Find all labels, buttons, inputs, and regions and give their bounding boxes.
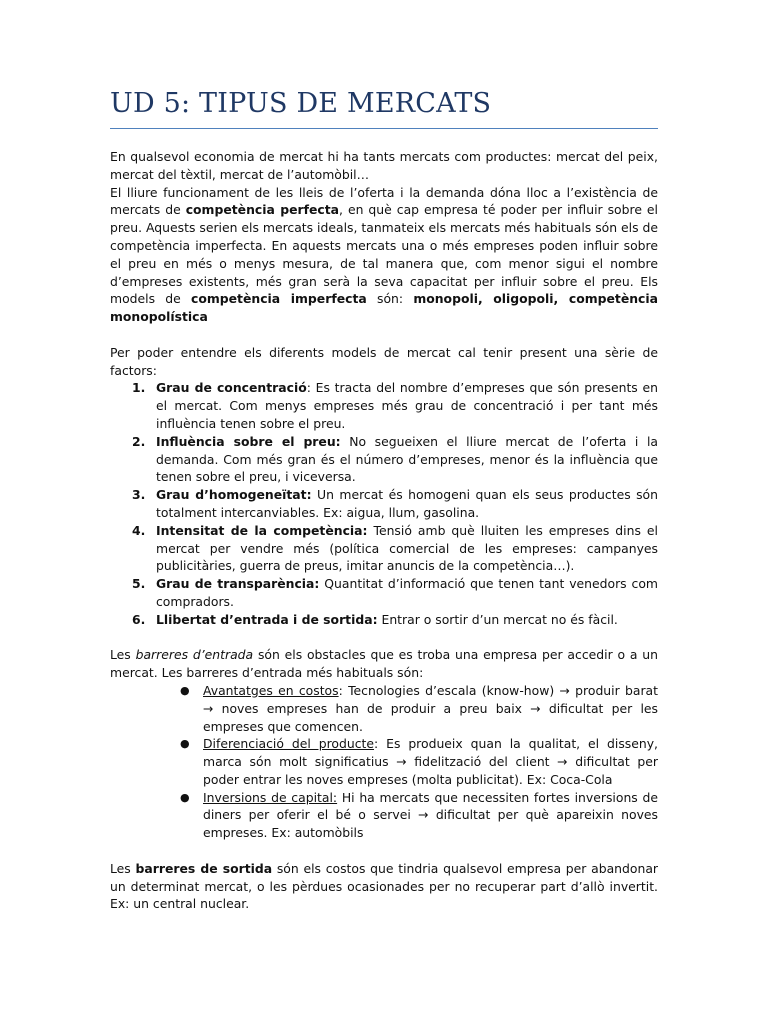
entry-barrier-term: Avantatges en costos xyxy=(203,682,339,698)
page-title: UD 5: TIPUS DE MERCATS xyxy=(110,88,492,119)
factor-number: 6. xyxy=(132,611,146,627)
factor-text: Tensió amb què lluiten les empreses dins el mercat per vendre més (política comercial de les empreses: campanyes publicitàries, guerra de preus, imitar anuncis de la competència…). xyxy=(156,522,658,574)
factor-text: Quantitat d’informació que tenen tant venedors com compradors. xyxy=(156,576,658,609)
factors-lead: Per poder entendre els diferents models de mercat cal tenir present una sèrie de factors: xyxy=(110,344,658,378)
factor-item xyxy=(110,611,658,629)
entry-barrier-term: Diferenciació del producte xyxy=(203,736,375,752)
term-market-models: monopoli, oligopoli, competència monopolística xyxy=(110,291,659,325)
factor-term: Grau de concentració xyxy=(156,380,307,396)
entry-barrier-item xyxy=(110,789,658,842)
exit-text: Les xyxy=(110,860,136,876)
factor-text: Entrar o sortir d’un mercat no és fàcil. xyxy=(377,611,618,627)
entry-barrier-text: : Es produeix quan la qualitat, el disseny, marca són molt significatius → fidelització del client → dificultat per poder entrar les noves empreses (molta publicitat). Ex: Coca-Cola xyxy=(203,736,658,787)
factor-number: 4. xyxy=(132,522,146,538)
entry-text: Les xyxy=(110,647,136,663)
bullet-icon: ● xyxy=(180,790,190,804)
factor-item xyxy=(110,575,658,611)
entry-barrier-item xyxy=(110,735,658,788)
factor-term: Grau de transparència: xyxy=(156,576,320,592)
entry-barrier-text: : Tecnologies d’escala (know-how) → produir barat → noves empreses han de produir a preu baix → dificultat per les empreses que comencen. xyxy=(203,682,658,734)
exit-barriers-paragraph xyxy=(110,860,658,913)
factor-item xyxy=(110,486,658,522)
intro-paragraph-2 xyxy=(110,184,658,326)
factor-term: Intensitat de la competència: xyxy=(156,522,368,538)
factor-number: 1. xyxy=(132,380,146,396)
intro-paragraph-1: En qualsevol economia de mercat hi ha tants mercats com productes: mercat del peix, mercat del tèxtil, mercat de l’automòbil… xyxy=(110,149,658,182)
factor-item xyxy=(110,379,658,432)
factor-item xyxy=(110,433,658,486)
factor-number: 3. xyxy=(132,487,146,503)
entry-barrier-text: Hi ha mercats que necessiten fortes inversions de diners per oferir el bé o servei → dificultat per què apareixin noves empreses. Ex: automòbils xyxy=(203,789,658,841)
bullet-icon: ● xyxy=(180,683,190,697)
spacer xyxy=(110,842,658,860)
term-perfect-competition: competència perfecta xyxy=(185,202,340,218)
factor-number: 2. xyxy=(132,433,146,449)
factor-term: Grau d’homogeneïtat: xyxy=(156,487,312,503)
intro-text: El lliure funcionament de les lleis de l’oferta i la demanda dóna lloc a l’existència de mercats de xyxy=(110,184,658,218)
exit-text: són els costos que tindria qualsevol empresa per abandonar un determinat mercat, o les pèrdues ocasionades per no recuperar part d’allò invertit. Ex: un central nuclear. xyxy=(110,860,659,912)
factor-term: Llibertat d’entrada i de sortida: xyxy=(156,611,378,627)
document-body xyxy=(110,148,658,913)
factors-list xyxy=(110,379,658,628)
factor-item xyxy=(110,522,658,575)
term-exit-barriers: barreres de sortida xyxy=(135,860,273,876)
factor-text: : Es tracta del nombre d’empreses que són presents en el mercat. Com menys empreses més grau de concentració i per tant més influència tenen sobre el preu. xyxy=(156,380,658,431)
entry-barrier-term: Inversions de capital: xyxy=(203,789,338,805)
spacer xyxy=(110,629,658,647)
term-entry-barriers: barreres d’entrada xyxy=(135,647,254,663)
entry-barriers-list xyxy=(110,682,658,842)
bullet-icon: ● xyxy=(180,737,190,751)
entry-barrier-item xyxy=(110,682,658,735)
intro-text: , en què cap empresa té poder per influir sobre el preu. Aquests serien els mercats ideals, tanmateix els mercats més habituals són els de competència imperfecta. En aquests mercats una o més empreses poden influir sobre el preu en més o menys mesura, de tal manera que, com menor sigui el nombre d’empreses existents, més gran serà la seva capacitat per influir sobre el preu. Els models de xyxy=(110,202,658,307)
entry-text: són els obstacles que es troba una empresa per accedir o a un mercat. Les barreres d’entrada més habituals són: xyxy=(110,647,658,681)
intro-text: són: xyxy=(366,291,414,307)
factor-text: No segueixen el lliure mercat de l’oferta i la demanda. Com més gran és el número d’empreses, menor és la influència que tenen sobre el preu, i viceversa. xyxy=(156,433,659,485)
term-imperfect-competition: competència imperfecta xyxy=(191,291,367,307)
title-underline xyxy=(110,128,658,129)
factor-text: Un mercat és homogeni quan els seus productes són totalment intercanviables. Ex: aigua, llum, gasolina. xyxy=(156,487,658,520)
entry-barriers-paragraph xyxy=(110,646,658,682)
spacer xyxy=(110,326,658,344)
factor-term: Influència sobre el preu: xyxy=(156,433,341,449)
factor-number: 5. xyxy=(132,576,146,592)
